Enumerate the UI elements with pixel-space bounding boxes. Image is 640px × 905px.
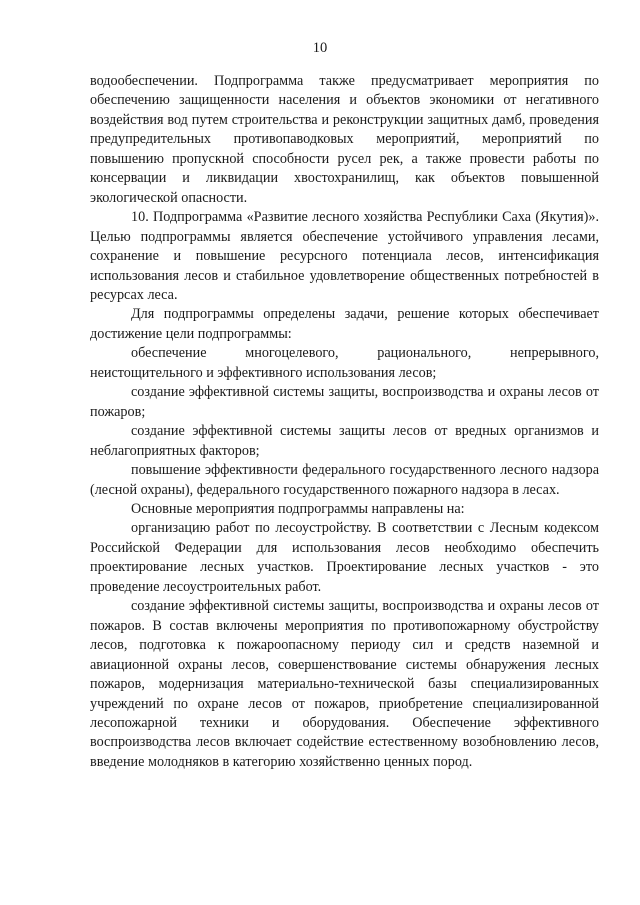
paragraph: создание эффективной системы защиты лесов от вредных организмов и неблагоприятных факторов; [90, 423, 599, 459]
page-number: 10 [312, 40, 328, 56]
document-body [90, 72, 599, 772]
paragraph: водообеспечении. Подпрограмма также предусматривает мероприятия по обеспечению защищенности населения и объектов экономики от негативного воздействия вод путем строительства и реконструкции защитных дамб, проведения предупредительных противопаводковых мероприятий, мероприятий по повышению пропускной способности русел рек, а также провести работы по консервации и ликвидации хвостохранилищ, как объектов повышенной экологической опасности. [90, 73, 599, 206]
paragraph: создание эффективной системы защиты, воспроизводства и охраны лесов от пожаров; [90, 384, 599, 420]
paragraph: Основные мероприятия подпрограммы направлены на: [131, 500, 465, 517]
paragraph: организацию работ по лесоустройству. В соответствии с Лесным кодексом Российской Федерации для использования лесов необходимо обеспечить проектирование лесных участков. Проектирование лесных участков - это проведение лесоустроительных работ. [90, 520, 599, 595]
paragraph: 10. Подпрограмма «Развитие лесного хозяйства Республики Саха (Якутия)». Целью подпрограммы является обеспечение устойчивого управления лесами, сохранение и повышение ресурсного потенциала лесов, интенсификация использования лесов и стабильное удовлетворение общественных потребностей в ресурсах леса. [90, 209, 599, 303]
paragraph: обеспечение многоцелевого, рационального, непрерывного, неистощительного и эффективного использования лесов; [90, 345, 599, 381]
paragraph: Для подпрограммы определены задачи, решение которых обеспечивает достижение цели подпрограммы: [90, 306, 599, 342]
paragraph: создание эффективной системы защиты, воспроизводства и охраны лесов от пожаров. В состав включены мероприятия по противопожарному обустройству лесов, подготовка к пожароопасному периоду сил и средств наземной и авиационной охраны лесов, совершенствование системы обнаружения лесных пожаров, модернизация материально-технической базы специализированных учреждений по охране лесов от пожаров, приобретение специализированной лесопожарной техники и оборудования. Обеспечение эффективного воспроизводства лесов включает содействие естественному возобновлению лесов, введение молодняков в категорию хозяйственно ценных пород. [90, 598, 599, 770]
paragraph: повышение эффективности федерального государственного лесного надзора (лесной охраны), федерального государственного пожарного надзора в лесах. [90, 462, 599, 498]
